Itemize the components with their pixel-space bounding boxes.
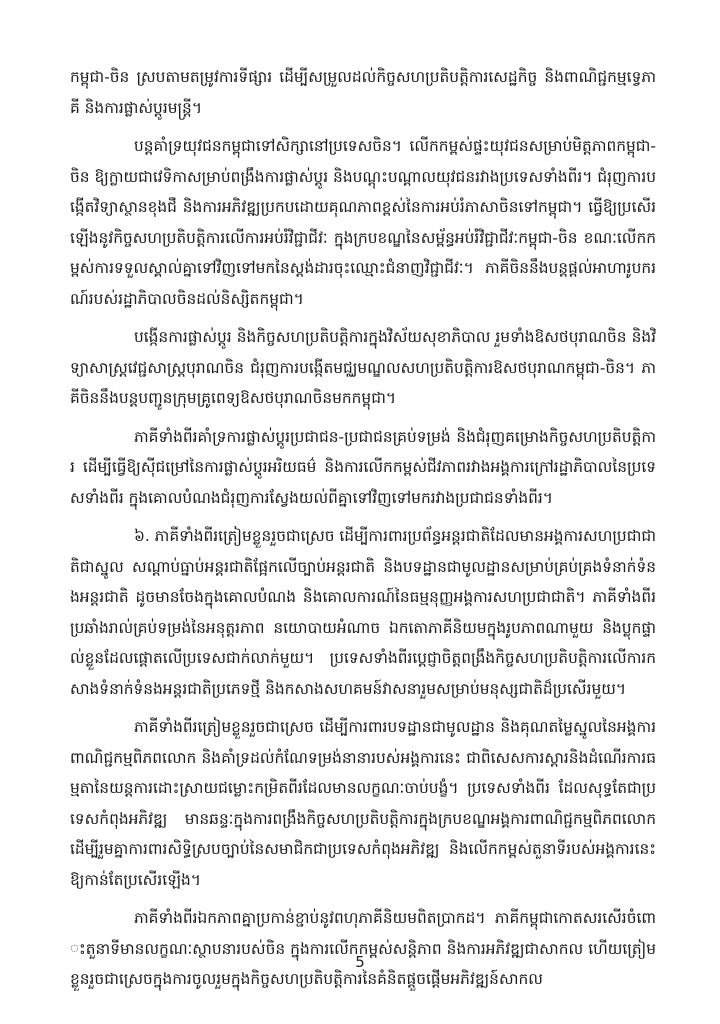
- paragraph-3: បង្កើនការផ្លាស់ប្តូរ និងកិច្ចសហប្រតិបត្តិការក្នុងវិស័យសុខាភិបាល រួមទាំងឱសថបុរាណចិន និងវិទ្យាសាស្ត្រវេជ្ជសាស្ត្របុរាណចិន ជំរុញការបង្កើតមជ្ឈមណ្ឌលសហប្រតិបត្តិការឱសថបុរាណកម្ពុជា-ចិន។ ភាគីចិននឹងបន្តបញ្ជូនក្រុមគ្រូពេទ្យឱសថបុរាណចិនមកកម្ពុជា។: [70, 328, 656, 407]
- paragraph-7: ភាគីទាំងពីរឯកភាពគ្នាប្រកាន់ខ្ជាប់នូវពហុភាគីនិយមពិតប្រាកដ។ ភាគីកម្ពុជាកោតសរសើរចំពោះតួនាទីមានលក្ខណៈស្ថាបនារបស់ចិន ក្នុងការលើកកម្ពស់សន្តិភាព និងការអភិវឌ្ឍជាសាកល ហើយត្រៀមខ្លួនរួចជាស្រេចក្នុងការចូលរួមក្នុងកិច្ចសហប្រតិបត្តិការនៃគំនិតផ្តួចផ្តើមអភិវឌ្ឍន៍សាកល: [70, 909, 656, 988]
- page-number: 5: [355, 953, 365, 971]
- paragraph-5: ៦. ភាគីទាំងពីរត្រៀមខ្លួនរួចជាស្រេច ដើម្បីការពារប្រព័ន្ធអន្តរជាតិដែលមានអង្គការសហប្រជាជាតិជាស្នូល សណ្តាប់ធ្នាប់អន្តរជាតិផ្អែកលើច្បាប់អន្តរជាតិ និងបទដ្ឋានជាមូលដ្ឋានសម្រាប់គ្រប់គ្រងទំនាក់ទំនងអន្តរជាតិ ដូចមានចែងក្នុងគោលបំណង និងគោលការណ៍នៃធម្មនុញ្ញអង្គការសហប្រជាជាតិ។ ភាគីទាំងពីរប្រឆាំងរាល់គ្រប់ទម្រង់នៃអនុត្តរភាព នយោបាយអំណាច ឯកតោភាគីនិយមក្នុងរូបភាពណាមួយ និងប្លុកផ្ទាល់ខ្លួនដែលផ្តោតលើប្រទេសជាក់លាក់មួយ។ ប្រទេសទាំងពីរប្តេជ្ញាចិត្តពង្រឹងកិច្ចសហប្រតិបត្តិការលើការកសាងទំនាក់ទំនងអន្តរជាតិប្រភេទថ្មី និងកសាងសហគមន៍វាសនារួមសម្រាប់មនុស្សជាតិដ៏ប្រសើរមួយ។: [70, 527, 657, 698]
- paragraph-6: ភាគីទាំងពីរត្រៀមខ្លួនរួចជាស្រេច ដើម្បីការពារបទដ្ឋានជាមូលដ្ឋាន និងគុណតម្លៃស្នូលនៃអង្គការពាណិជ្ជកម្មពិភពលោក និងគាំទ្រដល់កំណែទម្រង់នានារបស់អង្គការនេះ ជាពិសេសការស្តារនិងដំណើរការធម្មតានៃយន្តការដោះស្រាយជម្លោះកម្រិតពីរដែលមានលក្ខណៈចាប់បង្ខំ។ ប្រទេសទាំងពីរ ដែលសុទ្ធតែជាប្រទេសកំពុងអភិវឌ្ឍ មានឆន្ទៈក្នុងការពង្រឹងកិច្ចសហប្រតិបត្តិការក្នុងក្របខណ្ឌអង្គការពាណិជ្ជកម្មពិភពលោក ដើម្បីរួមគ្នាការពារសិទ្ធិស្របច្បាប់នៃសមាជិកជាប្រទេសកំពុងអភិវឌ្ឍ និងលើកកម្ពស់តួនាទីរបស់អង្គការនេះឱ្យកាន់តែប្រសើរឡើង។: [70, 718, 656, 889]
- paragraph-4: ភាគីទាំងពីរគាំទ្រការផ្លាស់ប្តូរប្រជាជន-ប្រជាជនគ្រប់ទម្រង់ និងជំរុញគម្រោងកិច្ចសហប្រតិបត្តិការ ដើម្បីធ្វើឱ្យស៊ីជម្រៅនៃការផ្លាស់ប្តូរអរិយធម៌ និងការលើកកម្ពស់ជីវភាពរវាងអង្គការក្រៅរដ្ឋាភិបាលនៃប្រទេសទាំងពីរ ក្នុងគោលបំណងជំរុញការស្វែងយល់ពីគ្នាទៅវិញទៅមករវាងប្រជាជនទាំងពីរ។: [70, 427, 656, 507]
- paragraph-2: បន្តគាំទ្រយុវជនកម្ពុជាទៅសិក្សានៅប្រទេសចិន។ លើកកម្ពស់ផ្ទះយុវជនសម្រាប់មិត្តភាពកម្ពុជា-ចិន ឱ្យក្លាយជាវេទិកាសម្រាប់ពង្រឹងការផ្លាស់ប្តូរ និងបណ្តុះបណ្តាលយុវជនរវាងប្រទេសទាំងពីរ។ ជំរុញការបង្កើតវិទ្យាស្ថានខុងជឺ និងការអភិវឌ្ឍប្រកបដោយគុណភាពខ្ពស់នៃការអប់រំភាសាចិនទៅកម្ពុជា។ ធ្វើឱ្យប្រសើរឡើងនូវកិច្ចសហប្រតិបត្តិការលើការអប់រំវិជ្ជាជីវៈ ក្នុងក្របខណ្ឌនៃសម្ព័ន្ធអប់រំវិជ្ជាជីវៈកម្ពុជា-ចិន ខណៈលើកកម្ពស់ការទទួលស្គាល់គ្នាទៅវិញទៅមកនៃស្តង់ដារចុះឈ្មោះជំនាញវិជ្ជាជីវៈ។ ភាគីចិននឹងបន្តផ្តល់អាហារូបករណ៍របស់រដ្ឋាភិបាលចិនដល់និស្សិតកម្ពុជា។: [70, 137, 656, 308]
- paragraph-1: កម្ពុជា-ចិន ស្របតាមតម្រូវការទីផ្សារ ដើម្បីសម្រួលដល់កិច្ចសហប្រតិបត្តិការសេដ្ឋកិច្ច និងពាណិជ្ជកម្មទ្វេភាគី និងការផ្លាស់ប្តូរមន្ត្រី។: [70, 68, 656, 117]
